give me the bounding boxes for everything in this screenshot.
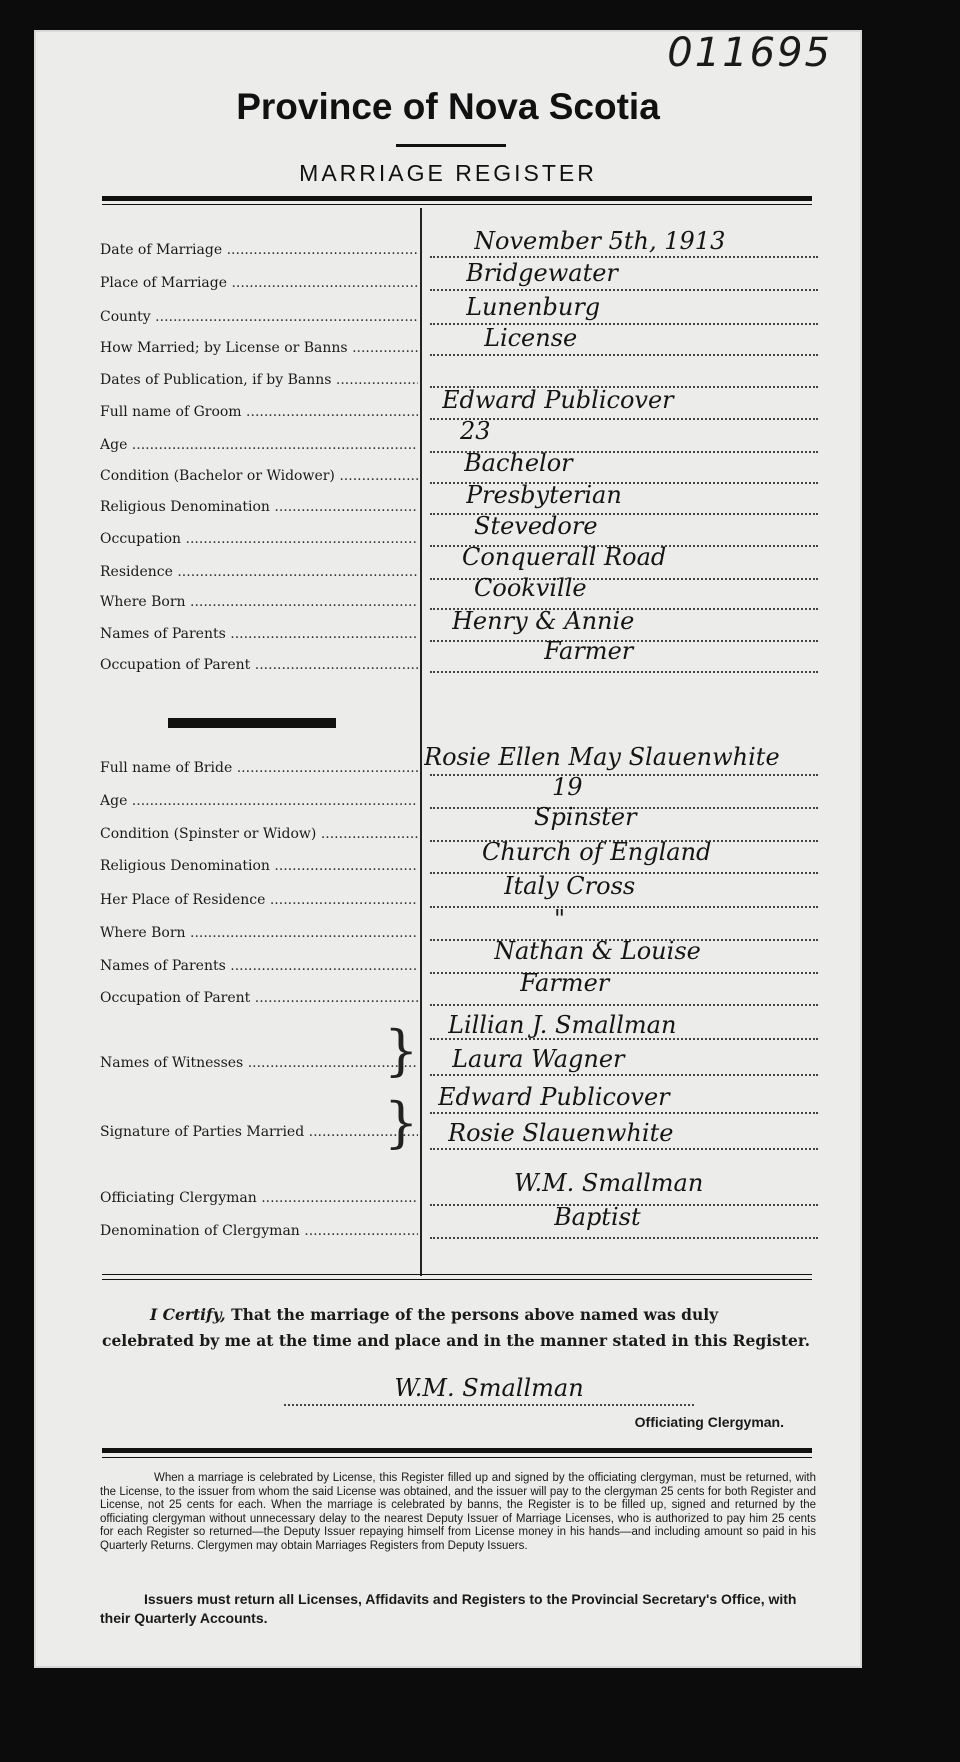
value-signature-groom: Edward Publicover [438,1083,670,1111]
value-date-of-marriage: November 5th, 1913 [474,227,726,255]
body-rule-1 [102,1274,812,1275]
value-bride-name: Rosie Ellen May Slauenwhite [424,743,780,771]
value-place-of-marriage: Bridgewater [466,259,618,287]
label-witnesses: Names of Witnesses ..... [100,1053,418,1073]
value-bride-religion: Church of England [482,838,712,866]
certification-statement [102,1302,812,1354]
value-bride-residence: Italy Cross [504,872,636,900]
label-groom-condition: Condition (Bachelor or Widower) ..... [100,466,418,486]
column-divider [420,208,422,1276]
value-signature-bride: Rosie Slauenwhite [448,1119,674,1147]
value-bride-parent-occupation: Farmer [520,969,610,997]
header-rule [102,196,812,201]
value-groom-residence: Conquerall Road [462,543,667,571]
value-groom-age: 23 [460,417,491,445]
label-bride-parents: Names of Parents ..... [100,956,418,976]
value-clergyman-denomination: Baptist [554,1203,641,1231]
label-place-of-marriage: Place of Marriage ..... [100,273,418,293]
value-bride-parents: Nathan & Louise [494,937,701,965]
label-bride-condition: Condition (Spinster or Widow) ..... [100,824,418,844]
instructions-note: When a marriage is celebrated by License, this Register filled up and signed by the officiating clergyman, must be returned, with the License, to the issuer from whom the said License was obtained, and the issuer will pay to the clergyman 25 cents for both Register and License, not 25 cents for each. When the marriage is celebrated by banns, the Register is to be filled up, signed and returned by the officiating clergyman without unnecessary delay to the nearest Deputy Issuer of Marriage Licenses, who is authorized to pay him 25 cents for each Register so returned—the Deputy Issuer repaying himself from License money in his hands—and including amount so paid in his Quarterly Returns. Clergymen may obtain Marriages Registers from Deputy Issuers. [100,1472,816,1552]
label-county: County ..... [100,307,418,327]
register-title: MARRIAGE REGISTER [299,160,597,186]
label-dates-of-publication: Dates of Publication, if by Banns ..... [100,370,418,390]
label-date-of-marriage: Date of Marriage ..... [100,240,418,260]
value-groom-occupation: Stevedore [474,512,598,540]
label-bride-residence: Her Place of Residence ..... [100,890,418,910]
label-how-married: How Married; by License or Banns ..... [100,338,418,358]
footer-rule [102,1448,812,1453]
label-groom-occupation: Occupation ..... [100,529,418,549]
label-bride-age: Age ..... [100,791,418,811]
value-how-married: License [484,324,578,352]
label-clergyman-denomination: Denomination of Clergyman ..... [100,1221,418,1241]
value-groom-religion: Presbyterian [466,481,622,509]
value-witness-1: Lillian J. Smallman [448,1011,677,1039]
label-groom-age: Age ..... [100,435,418,455]
label-officiating-clergyman: Officiating Clergyman ..... [100,1188,418,1208]
label-signatures: Signature of Parties Married ..... [100,1122,418,1142]
label-groom-birthplace: Where Born ..... [100,592,418,612]
value-officiating-clergyman: W.M. Smallman [514,1169,704,1197]
footer-rule-thin [102,1457,812,1458]
header-rule-thin [102,204,812,205]
label-groom-residence: Residence ..... [100,562,418,582]
title-underline [396,144,506,147]
label-bride-parent-occupation: Occupation of Parent ..... [100,988,418,1008]
certify-heading: I Certify, [150,1305,226,1324]
bride-section-bar [168,718,336,728]
value-county: Lunenburg [466,293,601,321]
register-number: 011695 [667,30,832,76]
label-bride-name: Full name of Bride ..... [100,758,418,778]
label-groom-parents: Names of Parents ..... [100,624,418,644]
value-bride-birthplace: " [554,905,566,933]
value-bride-age: 19 [552,773,583,801]
value-groom-birthplace: Cookville [474,574,587,602]
label-groom-religion: Religious Denomination ..... [100,497,418,517]
certify-text: That the marriage of the persons above named was duly celebrated by me at the time and place and in the manner stated in this Register. [102,1305,810,1350]
label-groom-parent-occupation: Occupation of Parent ..... [100,655,418,675]
body-rule-2 [102,1279,812,1280]
value-groom-parents: Henry & Annie [452,607,635,635]
signature-caption: Officiating Clergyman. [634,1414,784,1430]
value-groom-condition: Bachelor [464,449,573,477]
label-bride-religion: Religious Denomination ..... [100,856,418,876]
witnesses-brace: } [384,1019,419,1082]
clergyman-signature: W.M. Smallman [284,1374,694,1406]
label-groom-name: Full name of Groom ..... [100,402,418,422]
province-title: Province of Nova Scotia [236,86,660,127]
value-groom-parent-occupation: Farmer [544,637,634,665]
value-groom-name: Edward Publicover [442,386,674,414]
value-dates-of-publication [434,355,814,385]
value-bride-condition: Spinster [534,803,637,831]
value-witness-2: Laura Wagner [452,1045,625,1073]
label-bride-birthplace: Where Born ..... [100,923,418,943]
signatures-brace: } [384,1091,419,1154]
register-form [34,30,862,1668]
issuers-note: Issuers must return all Licenses, Affidavits and Registers to the Provincial Secretary's Office, with their Quarterly Accounts. [100,1591,797,1626]
